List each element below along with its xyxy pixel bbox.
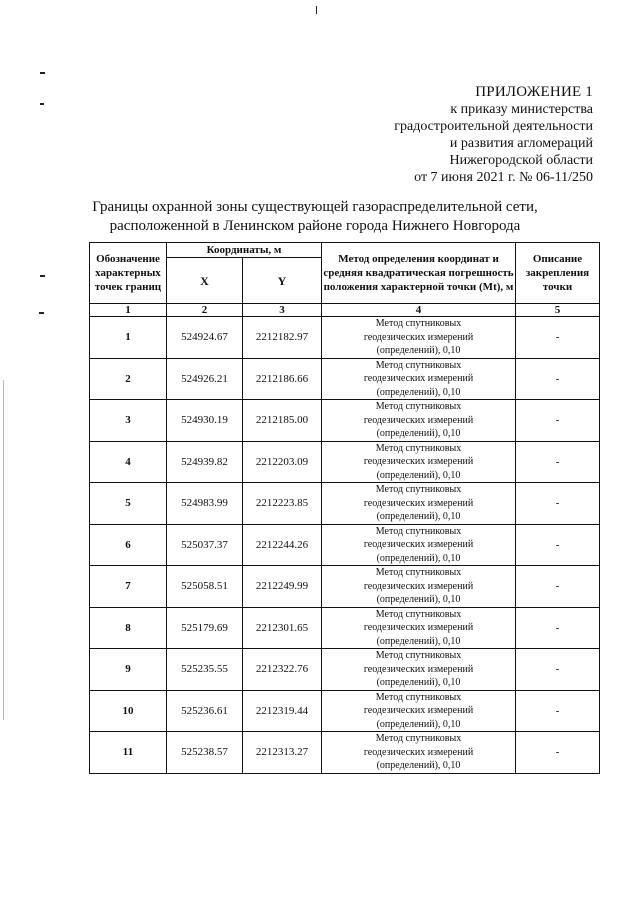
method-cell [322, 358, 516, 400]
y-coordinate: 2212319.44 [243, 690, 322, 732]
scan-mark [39, 312, 44, 314]
y-coordinate: 2212322.76 [243, 649, 322, 691]
scan-mark [3, 380, 4, 720]
col-number: 3 [243, 304, 322, 317]
scan-mark [316, 6, 317, 14]
scan-mark [40, 72, 45, 74]
description-cell: - [516, 566, 600, 608]
point-number: 8 [90, 607, 167, 649]
description-cell: - [516, 732, 600, 774]
appendix-line: и развития агломераций [449, 136, 593, 151]
document-heading [90, 198, 540, 236]
x-coordinate: 525037.37 [167, 524, 243, 566]
point-number: 5 [90, 483, 167, 525]
method-cell [322, 524, 516, 566]
point-number: 2 [90, 358, 167, 400]
appendix-block [394, 84, 593, 186]
method-cell [322, 732, 516, 774]
description-cell: - [516, 358, 600, 400]
table-row [90, 400, 600, 442]
appendix-line: Нижегородской области [449, 153, 593, 168]
y-coordinate: 2212249.99 [243, 566, 322, 608]
x-coordinate: 525236.61 [167, 690, 243, 732]
method-line: Метод спутниковых [375, 484, 462, 495]
method-cell [322, 566, 516, 608]
x-coordinate: 525238.57 [167, 732, 243, 774]
method-line: (определений), 0,10 [376, 635, 461, 647]
method-cell [322, 690, 516, 732]
table-row [90, 358, 600, 400]
method-line: (определений), 0,10 [376, 345, 461, 356]
col-number: 1 [90, 304, 167, 317]
heading-line: Границы охранной зоны существующей газораспределительной сети, [92, 199, 538, 215]
x-coordinate: 525058.51 [167, 566, 243, 608]
method-cell [322, 400, 516, 442]
method-line: геодезических измерений [363, 622, 474, 633]
method-line: Метод спутниковых [375, 318, 462, 329]
description-cell: - [516, 400, 600, 442]
y-coordinate: 2212244.26 [243, 524, 322, 566]
method-line: геодезических измерений [363, 705, 474, 716]
method-line: (определений), 0,10 [376, 760, 461, 771]
point-number: 3 [90, 400, 167, 442]
table-row [90, 524, 600, 566]
method-line: Метод спутниковых [375, 733, 462, 744]
description-cell: - [516, 690, 600, 732]
method-line: (определений), 0,10 [376, 386, 461, 398]
header-method: Метод определения координат и средняя квадратическая погрешность положения характерной точки (Mt), м [322, 243, 516, 304]
method-line: (определений), 0,10 [376, 677, 461, 688]
table-row [90, 566, 600, 608]
scan-mark [40, 103, 44, 105]
header-x: X [167, 258, 243, 304]
header-coordinates: Координаты, м [167, 243, 322, 258]
method-line: Метод спутниковых [375, 525, 462, 537]
point-number: 10 [90, 690, 167, 732]
method-line: (определений), 0,10 [376, 469, 461, 481]
appendix-line: от 7 июня 2021 г. № 06-11/250 [414, 170, 593, 185]
method-line: Метод спутниковых [375, 401, 462, 412]
method-line: геодезических измерений [363, 414, 474, 426]
x-coordinate: 524926.21 [167, 358, 243, 400]
table-body [90, 317, 600, 774]
y-coordinate: 2212203.09 [243, 441, 322, 483]
method-cell [322, 483, 516, 525]
x-coordinate: 524930.19 [167, 400, 243, 442]
method-line: геодезических измерений [363, 539, 474, 550]
description-cell: - [516, 524, 600, 566]
appendix-title: ПРИЛОЖЕНИЕ 1 [475, 84, 593, 100]
description-cell: - [516, 483, 600, 525]
x-coordinate: 524983.99 [167, 483, 243, 525]
x-coordinate: 524939.82 [167, 441, 243, 483]
method-line: геодезических измерений [363, 373, 474, 384]
method-line: геодезических измерений [363, 580, 474, 592]
method-line: (определений), 0,10 [376, 718, 461, 730]
method-line: (определений), 0,10 [376, 594, 461, 605]
x-coordinate: 525235.55 [167, 649, 243, 691]
y-coordinate: 2212301.65 [243, 607, 322, 649]
point-number: 7 [90, 566, 167, 608]
method-cell [322, 607, 516, 649]
method-cell [322, 317, 516, 359]
method-line: Метод спутниковых [375, 608, 462, 620]
coordinates-table [89, 242, 600, 774]
method-line: геодезических измерений [363, 663, 474, 675]
method-cell [322, 441, 516, 483]
y-coordinate: 2212223.85 [243, 483, 322, 525]
method-line: Метод спутниковых [375, 359, 462, 371]
x-coordinate: 524924.67 [167, 317, 243, 359]
y-coordinate: 2212182.97 [243, 317, 322, 359]
point-number: 6 [90, 524, 167, 566]
table-row [90, 649, 600, 691]
header-designation: Обозначение характерных точек границ [90, 243, 167, 304]
description-cell: - [516, 441, 600, 483]
method-line: Метод спутниковых [375, 691, 462, 703]
header-y: Y [243, 258, 322, 304]
appendix-line: к приказу министерства [450, 102, 593, 117]
heading-line: расположенной в Ленинском районе города Нижнего Новгорода [109, 218, 521, 234]
method-line: Метод спутниковых [375, 567, 462, 578]
point-number: 9 [90, 649, 167, 691]
method-line: (определений), 0,10 [376, 428, 461, 439]
method-line: геодезических измерений [363, 746, 474, 758]
header-description: Описание закрепления точки [516, 243, 600, 304]
col-number: 2 [167, 304, 243, 317]
appendix-line: градостроительной деятельности [394, 119, 593, 134]
table-row [90, 483, 600, 525]
description-cell: - [516, 649, 600, 691]
method-line: (определений), 0,10 [376, 511, 461, 522]
method-line: геодезических измерений [363, 497, 474, 509]
method-line: геодезических измерений [363, 331, 474, 343]
table-row [90, 441, 600, 483]
description-cell: - [516, 607, 600, 649]
method-line: (определений), 0,10 [376, 552, 461, 564]
table-row [90, 607, 600, 649]
table-row [90, 732, 600, 774]
table-row [90, 690, 600, 732]
point-number: 1 [90, 317, 167, 359]
col-number: 5 [516, 304, 600, 317]
method-cell [322, 649, 516, 691]
method-line: геодезических измерений [363, 456, 474, 467]
point-number: 4 [90, 441, 167, 483]
y-coordinate: 2212186.66 [243, 358, 322, 400]
col-number: 4 [322, 304, 516, 317]
method-line: Метод спутниковых [375, 442, 462, 454]
table-row [90, 317, 600, 359]
point-number: 11 [90, 732, 167, 774]
y-coordinate: 2212313.27 [243, 732, 322, 774]
description-cell: - [516, 317, 600, 359]
x-coordinate: 525179.69 [167, 607, 243, 649]
method-line: Метод спутниковых [375, 650, 462, 661]
scan-mark [40, 275, 45, 277]
y-coordinate: 2212185.00 [243, 400, 322, 442]
